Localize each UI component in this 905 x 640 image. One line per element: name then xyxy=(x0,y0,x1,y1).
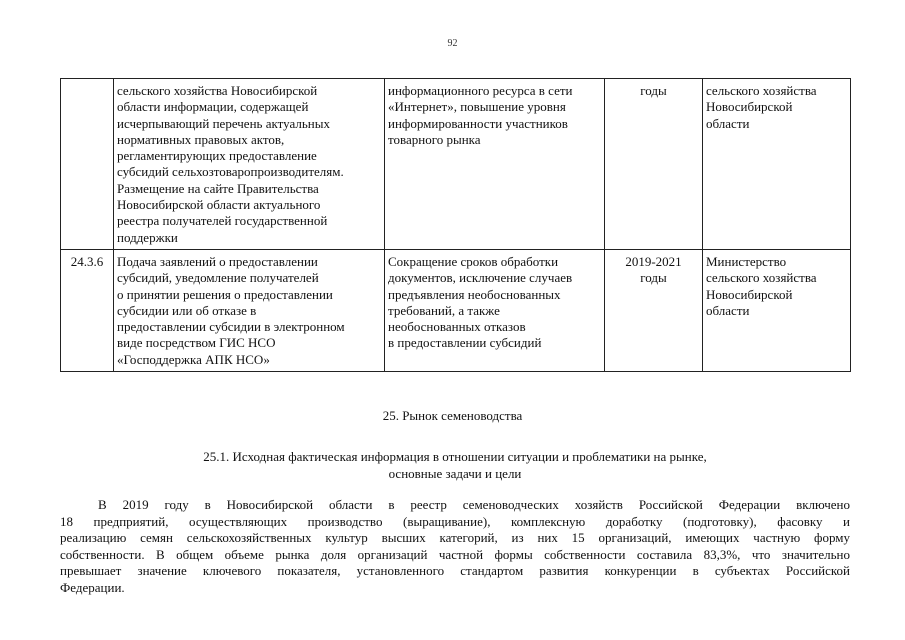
body-line: В 2019 году в Новосибирской области в реестр семеноводческих хозяйств Российской Федерации включено xyxy=(98,497,850,512)
cell-line: информационного ресурса в сети xyxy=(388,83,573,98)
cell-line: виде посредством ГИС НСО xyxy=(117,335,276,351)
cell-line: о принятии решения о предоставлении xyxy=(117,286,333,302)
cell-line: в предоставлении субсидий xyxy=(388,335,542,351)
section-title: 25. Рынок семеноводства xyxy=(382,408,523,423)
cell-line: поддержки xyxy=(117,229,178,245)
cell-line: годы xyxy=(640,83,667,98)
cell-period xyxy=(605,79,703,250)
cell-line: документов, исключение случаев xyxy=(388,270,573,286)
cell-line: исчерпывающий перечень актуальных xyxy=(117,115,330,131)
cell-measure xyxy=(114,79,385,250)
cell-responsible xyxy=(703,79,851,250)
cell-line: субсидии или об отказе в xyxy=(117,302,257,318)
cell-line: Подача заявлений о предоставлении xyxy=(117,253,318,269)
cell-line: Новосибирской области актуального xyxy=(117,197,321,213)
cell-line: Новосибирской xyxy=(706,286,793,302)
cell-line: информированности участников xyxy=(388,115,568,131)
body-line: превышает значение ключевого показателя, установленного стандартом развития конкуренции в субъектах Российской xyxy=(60,563,850,579)
cell-line: нормативных правовых актов, xyxy=(117,131,285,147)
cell-line: сельского хозяйства xyxy=(706,270,817,286)
body-line: Федерации. xyxy=(60,579,125,595)
subsection-title xyxy=(60,449,850,482)
body-line: реализацию семян сельскохозяйственных культур высших категорий, из них 15 организаций, имеющих частную форму xyxy=(60,530,850,546)
body-line: собственности. В общем объеме рынка доля организаций частной формы собственности составила 83,3%, что значительно xyxy=(60,546,850,562)
cell-line: необоснованных отказов xyxy=(388,319,526,335)
cell-period xyxy=(605,249,703,371)
measures-table xyxy=(60,78,851,372)
cell-line: годы xyxy=(640,270,667,286)
cell-line: «Интернет», повышение уровня xyxy=(388,99,566,115)
subsection-title-line: 25.1. Исходная фактическая информация в отношении ситуации и проблематики на рынке, xyxy=(203,449,707,464)
cell-line: области xyxy=(706,302,750,318)
cell-line: требований, а также xyxy=(388,302,500,318)
page-number: 92 xyxy=(447,38,458,49)
cell-line: реестра получателей государственной xyxy=(117,213,328,229)
table-row xyxy=(61,249,851,371)
cell-line: сельского хозяйства xyxy=(706,83,817,98)
body-line: 18 предприятий, осуществляющих производство (выращивание), комплексную доработку (подготовку), фасовку и xyxy=(60,513,850,529)
cell-responsible xyxy=(703,249,851,371)
cell-line: сельского хозяйства Новосибирской xyxy=(117,83,318,98)
cell-number xyxy=(61,79,114,250)
cell-result xyxy=(385,249,605,371)
cell-line: Размещение на сайте Правительства xyxy=(117,180,319,196)
cell-line: 2019-2021 xyxy=(625,253,682,269)
subsection-title-line: основные задачи и цели xyxy=(388,465,522,481)
cell-number: 24.3.6 xyxy=(61,249,114,371)
cell-line: области информации, содержащей xyxy=(117,99,309,115)
cell-result xyxy=(385,79,605,250)
cell-line: Новосибирской xyxy=(706,99,793,115)
cell-line: субсидий сельхозтоваропроизводителям. xyxy=(117,164,344,180)
cell-line: предъявления необоснованных xyxy=(388,286,561,302)
cell-line: регламентирующих предоставление xyxy=(117,148,317,164)
cell-line: «Господдержка АПК НСО» xyxy=(117,351,270,367)
cell-line: предоставлении субсидии в электронном xyxy=(117,319,345,335)
cell-measure xyxy=(114,249,385,371)
cell-line: области xyxy=(706,115,750,131)
cell-line: Сокращение сроков обработки xyxy=(388,253,559,269)
table-row xyxy=(61,79,851,250)
cell-line: Министерство xyxy=(706,253,787,269)
body-paragraph xyxy=(60,497,850,597)
cell-line: товарного рынка xyxy=(388,131,481,147)
cell-line: субсидий, уведомление получателей xyxy=(117,270,319,286)
